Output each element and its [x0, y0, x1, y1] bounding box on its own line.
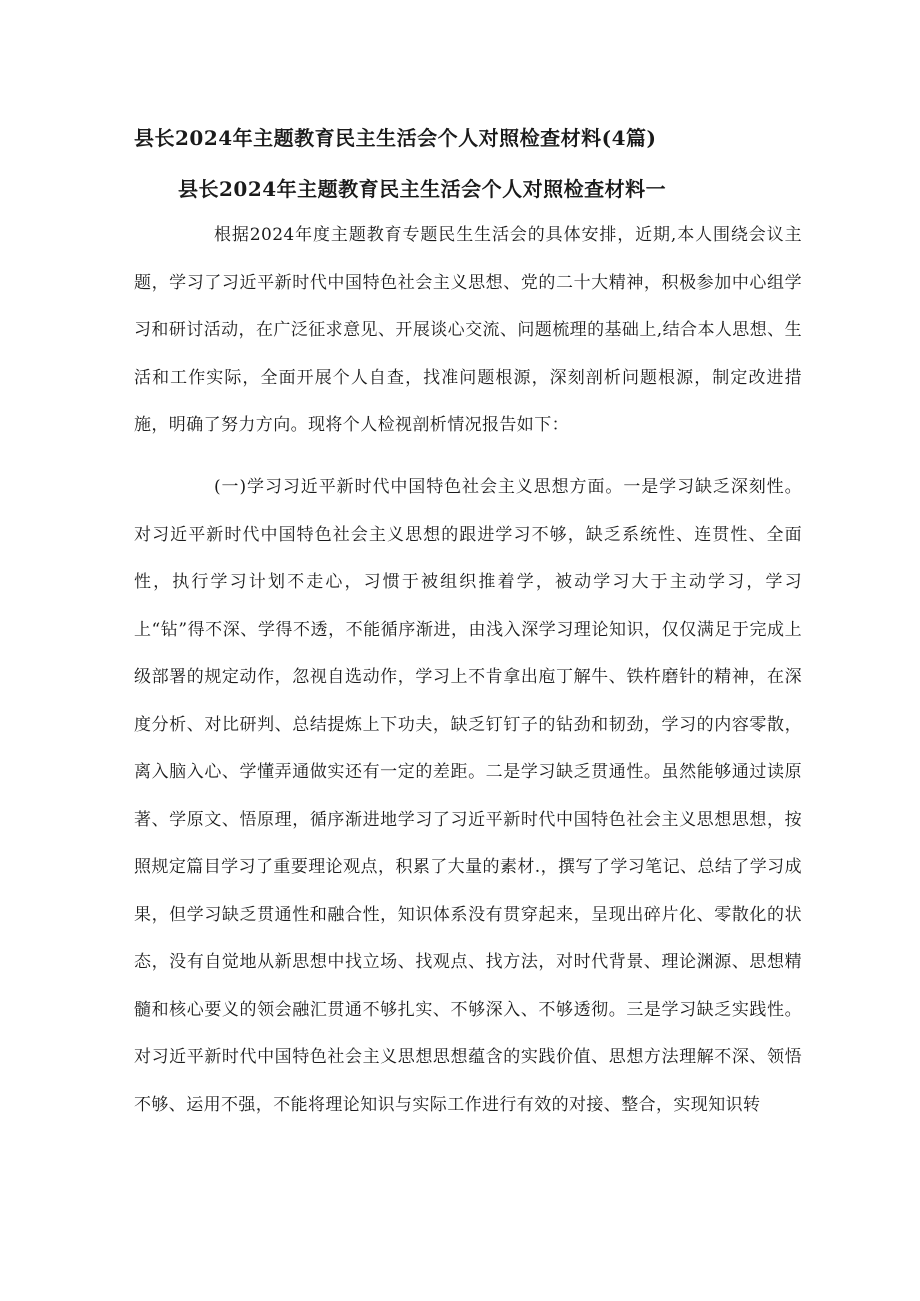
intro-paragraph: 根据2024年度主题教育专题民生生活会的具体安排，近期,本人围绕会议主题，学习了习近平新时代中国特色社会主义思想、党的二十大精神，积极参加中心组学习和研讨活动，在广泛征求意见、开展谈心交流、问题梳理的基础上,结合本人思想、生活和工作实际，全面开展个人自查，找准问题根源，深刻剖析问题根源，制定改进措施，明确了努力方向。现将个人检视剖析情况报告如下： — [134, 225, 802, 435]
study-section-paragraph: (一)学习习近平新时代中国特色社会主义思想方面。一是学习缺乏深刻性。对习近平新时代中国特色社会主义思想的跟进学习不够，缺乏系统性、连贯性、全面性，执行学习计划不走心，习惯于被组织推着学，被动学习大于主动学习，学习上“钻”得不深、学得不透，不能循序渐进，由浅入深学习理论知识，仅仅满足于完成上级部署的规定动作，忽视自选动作，学习上不肯拿出庖丁解牛、铁杵磨针的精神，在深度分析、对比研判、总结提炼上下功夫，缺乏钉钉子的钻劲和韧劲，学习的内容零散，离入脑入心、学懂弄通做实还有一定的差距。二是学习缺乏贯通性。虽然能够通过读原著、学原文、悟原理，循序渐进地学习了习近平新时代中国特色社会主义思想思想，按照规定篇目学习了重要理论观点，积累了大量的素材.，撰写了学习笔记、总结了学习成果，但学习缺乏贯通性和融合性，知识体系没有贯穿起来，呈现出碎片化、零散化的状态，没有自觉地从新思想中找立场、找观点、找方法，对时代背景、理论渊源、思想精髓和核心要义的领会融汇贯通不够扎实、不够深入、不够透彻。三是学习缺乏实践性。对习近平新时代中国特色社会主义思想思想蕴含的实践价值、思想方法理解不深、领悟不够、运用不强，不能将理论知识与实际工作进行有效的对接、整合，实现知识转 — [134, 477, 802, 1115]
document-title: 县长2024年主题教育民主生活会个人对照检查材料(4篇) — [134, 126, 657, 150]
document-subtitle: 县长2024年主题教育民主生活会个人对照检查材料一 — [178, 177, 667, 201]
